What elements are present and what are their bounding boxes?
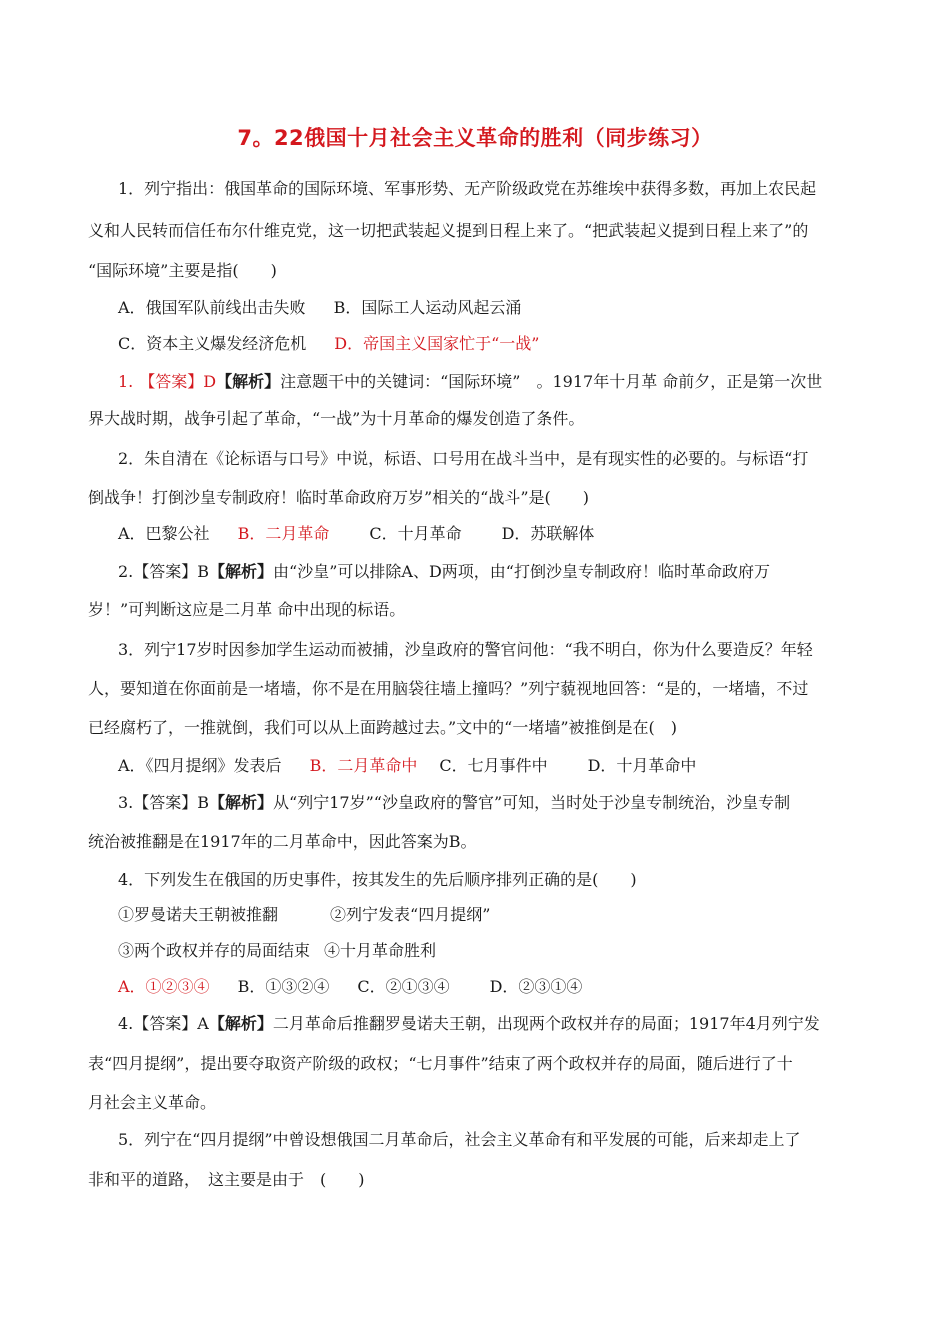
q3-options-row <box>118 755 696 777</box>
q3-option-d: D．十月革命中 <box>587 756 697 775</box>
q3-analysis-text2: 统治被推翻是在1917年的二月革命中，因此答案为B。 <box>88 832 477 851</box>
q4-analysis-tag: 【解析】 <box>208 1014 273 1033</box>
q2-option-c: C．十月革命 <box>369 524 462 543</box>
q5-stem-line1: 5．列宁在“四月提纲”中曾设想俄国二月革命后，社会主义革命有和平发展的可能，后来却走上了 <box>118 1130 801 1149</box>
q2-option-d: D．苏联解体 <box>501 524 595 543</box>
q2-stem-line1: 2．朱自清在《论标语与口号》中说，标语、口号用在战斗当中，是有现实性的必要的。与标语“打 <box>118 449 809 468</box>
q3-option-c: C．七月事件中 <box>439 756 548 775</box>
q3-option-b: B．二月革命中 <box>309 756 418 775</box>
q4-answer-line1 <box>118 1013 820 1035</box>
q4-option-c: C．②①③④ <box>357 977 450 996</box>
q1-options-row1 <box>118 297 521 319</box>
q2-options-row <box>118 523 594 545</box>
q1-analysis-tag: 【解析】 <box>216 372 281 391</box>
q5-stem-line2: 非和平的道路， 这主要是由于 ( ) <box>88 1170 365 1189</box>
page-title: 7。22俄国十月社会主义革命的胜利（同步练习） <box>237 126 713 150</box>
q4-option-a: A．①②③④ <box>118 977 210 996</box>
q4-item-2: ②列宁发表“四月提纲” <box>330 905 491 924</box>
q1-answer-number: 1. <box>118 372 134 391</box>
q4-items-row1 <box>118 904 490 926</box>
q3-answer-tag: 3.【答案】B <box>118 793 210 812</box>
q1-stem-line2: 义和人民转而信任布尔什维克党，这一切把武装起义提到日程上来了。“把武装起义提到日程上来了”的 <box>88 221 809 240</box>
q1-options-row2 <box>118 333 539 355</box>
q1-option-a: A．俄国军队前线出击失败 <box>118 298 306 317</box>
q1-analysis-text1: 注意题干中的关键词：“国际环境” 。1917年十月革 命前夕，正是第一次世 <box>280 372 823 391</box>
q4-analysis-text3: 月社会主义革命。 <box>88 1093 217 1112</box>
q4-answer-tag: 4.【答案】A <box>118 1014 209 1033</box>
q2-answer-line1 <box>118 561 770 583</box>
q2-answer-tag: 2.【答案】B <box>118 562 210 581</box>
q4-item-1: ①罗曼诺夫王朝被推翻 <box>118 905 279 924</box>
q2-analysis-text1: 由“沙皇”可以排除A、D两项，由“打倒沙皇专制政府！临时革命政府万 <box>273 562 770 581</box>
q3-stem-line2: 人，要知道在你面前是一堵墙，你不是在用脑袋往墙上撞吗？”列宁藐视地回答：“是的，一堵墙，不过 <box>88 679 809 698</box>
q1-answer-line1 <box>118 371 822 393</box>
q4-option-b: B．①③②④ <box>237 977 330 996</box>
q1-answer-tag: 【答案】D <box>139 372 217 391</box>
q1-analysis-text2: 界大战时期，战争引起了革命，“一战”为十月革命的爆发创造了条件。 <box>88 409 585 428</box>
q1-option-b: B．国际工人运动风起云涌 <box>333 298 522 317</box>
q4-analysis-text1: 二月革命后推翻罗曼诺夫王朝，出现两个政权并存的局面；1917年4月列宁发 <box>272 1014 820 1033</box>
q3-analysis-tag: 【解析】 <box>209 793 274 812</box>
q2-option-b: B．二月革命 <box>237 524 330 543</box>
q4-item-4: ④十月革命胜利 <box>324 941 437 960</box>
q3-analysis-text1: 从“列宁17岁”“沙皇政府的警官”可知，当时处于沙皇专制统治，沙皇专制 <box>273 793 791 812</box>
q1-option-c: C．资本主义爆发经济危机 <box>118 334 307 353</box>
q4-options-row <box>118 976 582 998</box>
q4-option-d: D．②③①④ <box>489 977 583 996</box>
q4-items-row2 <box>118 940 436 962</box>
q1-stem-line3: “国际环境”主要是指( ) <box>88 261 277 280</box>
q3-stem-line3: 已经腐朽了，一推就倒，我们可以从上面跨越过去。”文中的“一堵墙”被推倒是在( ) <box>88 718 678 737</box>
q1-option-d: D．帝国主义国家忙于“一战” <box>334 334 540 353</box>
q2-stem-line2: 倒战争！打倒沙皇专制政府！临时革命政府万岁”相关的“战斗”是( ) <box>88 488 590 507</box>
q3-answer-line1 <box>118 792 790 814</box>
q2-option-a: A．巴黎公社 <box>118 524 210 543</box>
q2-analysis-tag: 【解析】 <box>209 562 274 581</box>
q3-option-a: A．《四月提纲》发表后 <box>118 756 282 775</box>
q2-analysis-text2: 岁！”可判断这应是二月革 命中出现的标语。 <box>88 600 406 619</box>
q3-stem-line1: 3．列宁17岁时因参加学生运动而被捕，沙皇政府的警官问他：“我不明白，你为什么要造反？年轻 <box>118 640 813 659</box>
q1-stem-line1: 1．列宁指出：俄国革命的国际环境、军事形势、无产阶级政党在苏维埃中获得多数，再加上农民起 <box>118 179 817 198</box>
q4-item-3: ③两个政权并存的局面结束 <box>118 941 311 960</box>
q4-stem-line1: 4．下列发生在俄国的历史事件，按其发生的先后顺序排列正确的是( ) <box>118 870 637 889</box>
q4-analysis-text2: 表“四月提纲”，提出要夺取资产阶级的政权；“七月事件”结束了两个政权并存的局面，随后进行了十 <box>88 1054 793 1073</box>
